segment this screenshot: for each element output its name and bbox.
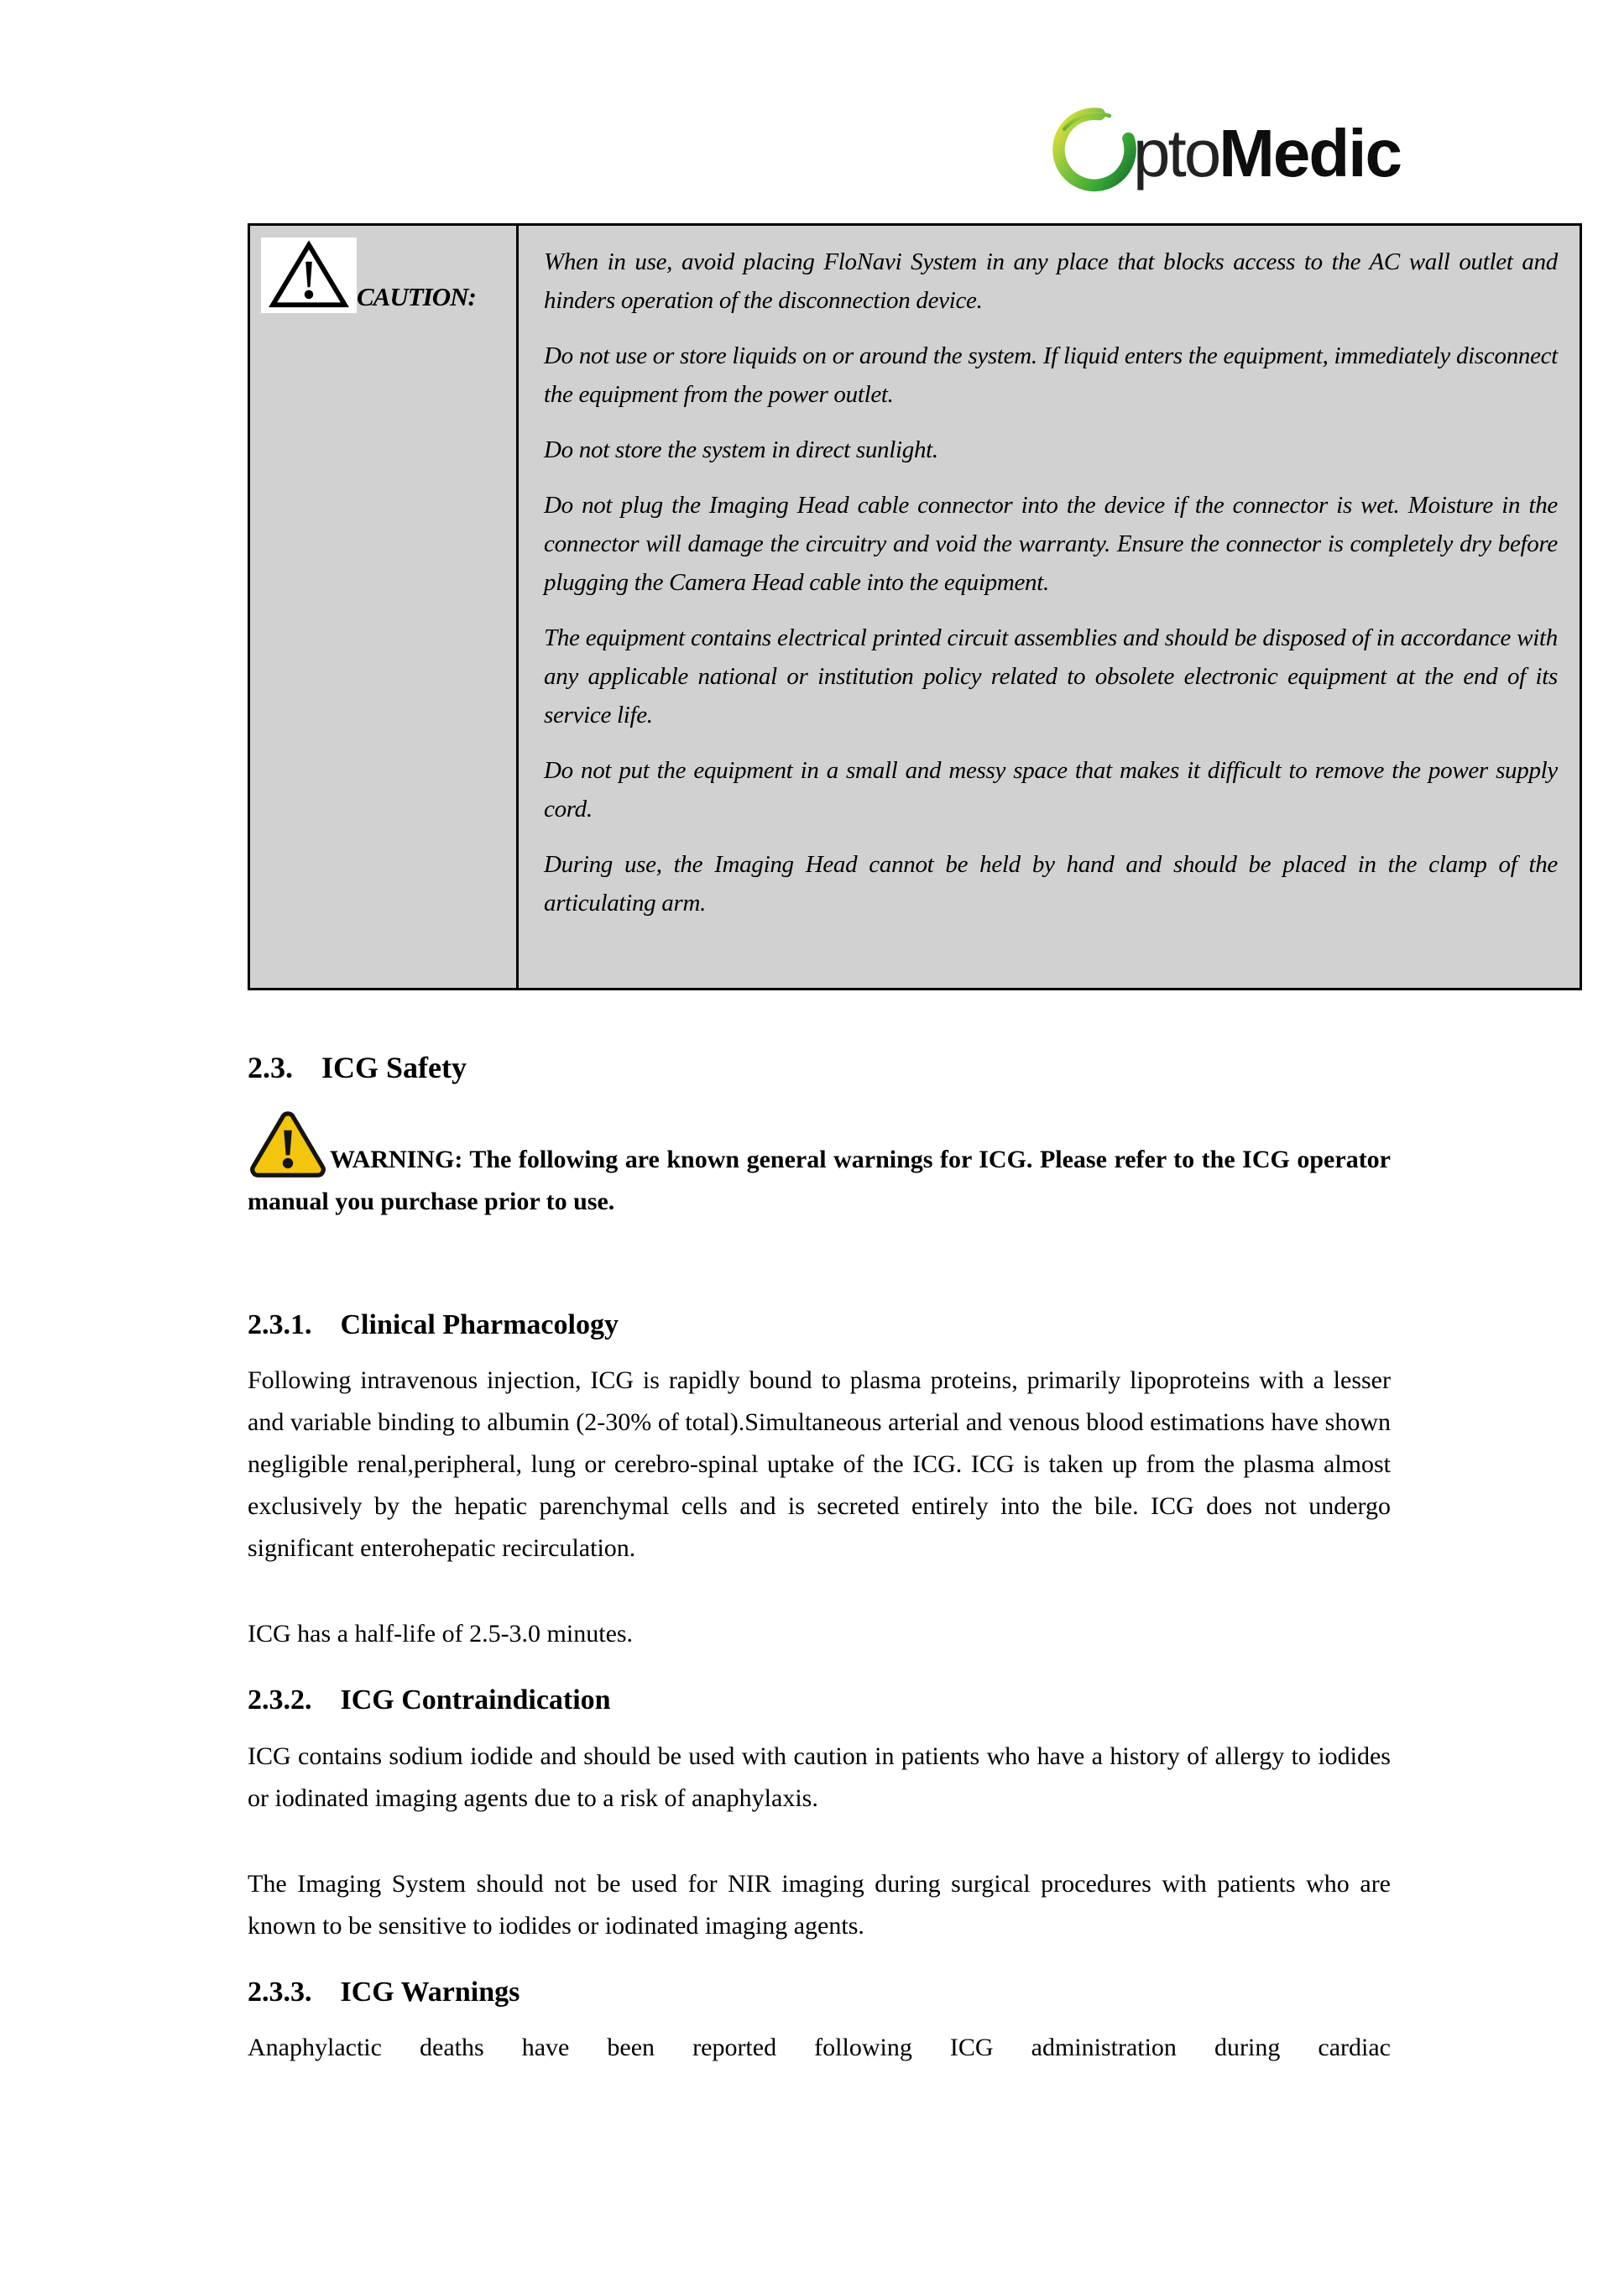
section-title: ICG Warnings	[340, 1976, 520, 2008]
section-heading-icg-warnings	[248, 1976, 1391, 2008]
caution-row	[249, 225, 1581, 990]
caution-paragraph: When in use, avoid placing FloNavi System in any place that blocks access to the AC wall outlet and hinders operation of the disconnection device.	[544, 248, 1558, 314]
body-paragraph: The Imaging System should not be used for NIR imaging during surgical procedures with patients who are known to be sensitive to iodides or iodinated imaging agents.	[248, 1869, 1391, 1940]
caution-table	[248, 223, 1582, 990]
optomedic-logo	[1047, 99, 1401, 196]
main-content	[248, 1051, 1391, 2069]
section-heading-clinical-pharmacology	[248, 1308, 1391, 1341]
body-paragraph: ICG contains sodium iodide and should be used with caution in patients who have a history of allergy to iodides or iodinated imaging agents due to a risk of anaphylaxis.	[248, 1742, 1391, 1812]
caution-paragraph: The equipment contains electrical printed circuit assemblies and should be disposed of in accordance with any applicable national or institution policy related to obsolete electronic equipment at the end of its service life.	[544, 624, 1558, 729]
logo-swoosh-icon	[1047, 99, 1141, 196]
warning-text: The following are known general warnings for ICG. Please refer to the ICG operator manual you purchase prior to use.	[248, 1146, 1391, 1216]
icg-warning-statement	[248, 1109, 1391, 1223]
section-number: 2.3.3.	[248, 1976, 312, 2008]
logo-text-prefix: pto	[1133, 116, 1219, 191]
section-title: Clinical Pharmacology	[340, 1309, 619, 1341]
section-number: 2.3.1.	[248, 1309, 312, 1341]
caution-label: CAUTION:	[357, 282, 476, 311]
section-number: 2.3.2.	[248, 1684, 312, 1716]
section-heading-icg-contraindication	[248, 1684, 1391, 1716]
section-heading-icg-safety	[248, 1051, 1391, 1085]
body-paragraph: ICG has a half-life of 2.5-3.0 minutes.	[248, 1620, 634, 1648]
caution-paragraph: Do not put the equipment in a small and messy space that makes it difficult to remove the power supply cord.	[544, 757, 1558, 823]
warning-triangle-icon	[248, 1109, 328, 1179]
caution-paragraph: Do not use or store liquids on or around the system. If liquid enters the equipment, immediately disconnect the equipment from the power outlet.	[544, 342, 1558, 408]
caution-label-cell	[249, 225, 518, 990]
caution-paragraph: During use, the Imaging Head cannot be held by hand and should be placed in the clamp of the articulating arm.	[544, 851, 1558, 917]
logo-text-bold: Medic	[1219, 116, 1401, 191]
caution-text-cell	[518, 225, 1581, 990]
body-paragraph: Anaphylactic deaths have been reported following ICG administration during cardiac	[248, 2033, 1391, 2061]
section-number: 2.3.	[248, 1051, 293, 1084]
caution-paragraph: Do not plug the Imaging Head cable connector into the device if the connector is wet. Moisture in the connector will damage the circuitry and void the warranty. Ensure the connector is completely dry before plugging the Camera Head cable into the equipment.	[544, 492, 1558, 596]
section-title: ICG Contraindication	[340, 1684, 611, 1716]
caution-triangle-icon	[261, 238, 357, 313]
section-title: ICG Safety	[321, 1051, 467, 1084]
caution-paragraph: Do not store the system in direct sunlight.	[544, 436, 938, 463]
body-paragraph: Following intravenous injection, ICG is rapidly bound to plasma proteins, primarily lipoproteins with a lesser and variable binding to albumin (2-30% of total).Simultaneous arterial and venous blood estimations have shown negligible renal,peripheral, lung or cerebro-spinal uptake of the ICG. ICG is taken up from the plasma almost exclusively by the hepatic parenchymal cells and is secreted entirely into the bile. ICG does not undergo significant enterohepatic recirculation.	[248, 1366, 1391, 1563]
warning-label: WARNING:	[330, 1146, 463, 1174]
